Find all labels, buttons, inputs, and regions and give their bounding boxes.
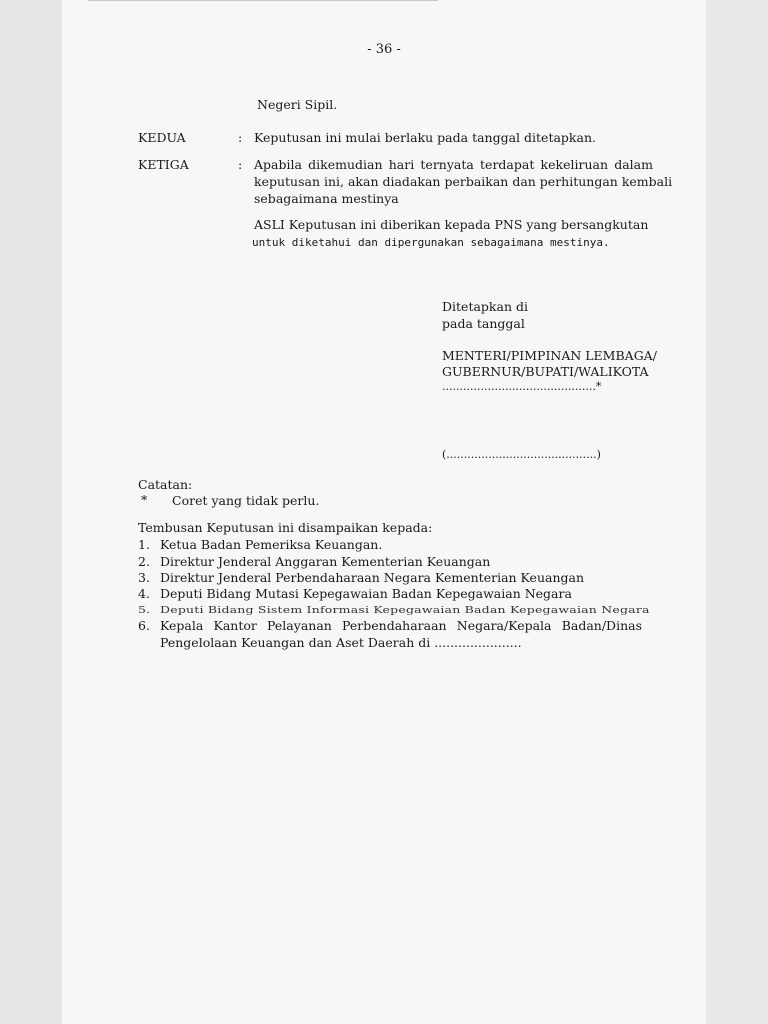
tembusan-item-num-2: 2. [138, 554, 150, 569]
signature-name-placeholder: (...........................................) [442, 448, 601, 461]
tembusan-item-num-4: 4. [138, 586, 150, 601]
clause-text-ketiga-line-2: keputusan ini, akan diadakan perbaikan dan perhitungan kembali [254, 174, 673, 189]
official-title-line-2: GUBERNUR/BUPATI/WALIKOTA [442, 364, 649, 379]
tembusan-item-text-4: Deputi Bidang Mutasi Kepegawaian Badan Kepegawaian Negara [160, 586, 572, 601]
tembusan-item-text-1: Ketua Badan Pemeriksa Keuangan. [160, 537, 383, 552]
asli-line-1: ASLI Keputusan ini diberikan kepada PNS yang bersangkutan [254, 217, 649, 232]
clause-label-kedua: KEDUA [138, 130, 186, 145]
official-title-line-3: ............................................* [442, 380, 602, 393]
catatan-title: Catatan: [138, 477, 193, 492]
clause-text-ketiga-line-3: sebagaimana mestinya [254, 191, 399, 206]
continuation-text: Negeri Sipil. [257, 97, 338, 112]
tembusan-item-text-6-line-2: Pengelolaan Keuangan dan Aset Daerah di ...................... [160, 635, 522, 650]
ditetapkan-di: Ditetapkan di [442, 299, 528, 314]
left-margin-shade [0, 0, 62, 1024]
tembusan-item-num-1: 1. [138, 537, 150, 552]
pada-tanggal: pada tanggal [442, 316, 525, 331]
clause-text-kedua: Keputusan ini mulai berlaku pada tanggal ditetapkan. [254, 130, 596, 145]
right-margin-shade [706, 0, 768, 1024]
clause-text-ketiga-line-1: Apabila dikemudian hari ternyata terdapat kekeliruan dalam [254, 157, 653, 172]
document-page [62, 0, 706, 1024]
clause-colon-kedua: : [238, 130, 243, 145]
clause-colon-ketiga: : [238, 157, 243, 172]
tembusan-item-text-3: Direktur Jenderal Perbendaharaan Negara Kementerian Keuangan [160, 570, 584, 585]
tembusan-item-text-5: Deputi Bidang Sistem Informasi Kepegawaian Badan Kepegawaian Negara [160, 603, 650, 616]
official-title-line-1: MENTERI/PIMPINAN LEMBAGA/ [442, 348, 657, 363]
tembusan-item-num-5: 5. [138, 603, 151, 616]
catatan-mark: * [141, 492, 148, 507]
tembusan-item-text-2: Direktur Jenderal Anggaran Kementerian Keuangan [160, 554, 491, 569]
catatan-text: Coret yang tidak perlu. [172, 493, 320, 508]
top-rule [88, 0, 438, 1]
tembusan-item-num-3: 3. [138, 570, 150, 585]
page-number: - 36 - [367, 42, 401, 57]
asli-line-2: untuk diketahui dan dipergunakan sebagaimana mestinya. [252, 236, 610, 249]
clause-label-ketiga: KETIGA [138, 157, 189, 172]
tembusan-item-num-6: 6. [138, 618, 150, 633]
tembusan-intro: Tembusan Keputusan ini disampaikan kepada: [138, 520, 433, 535]
tembusan-item-text-6: Kepala Kantor Pelayanan Perbendaharaan Negara/Kepala Badan/Dinas [160, 618, 642, 633]
